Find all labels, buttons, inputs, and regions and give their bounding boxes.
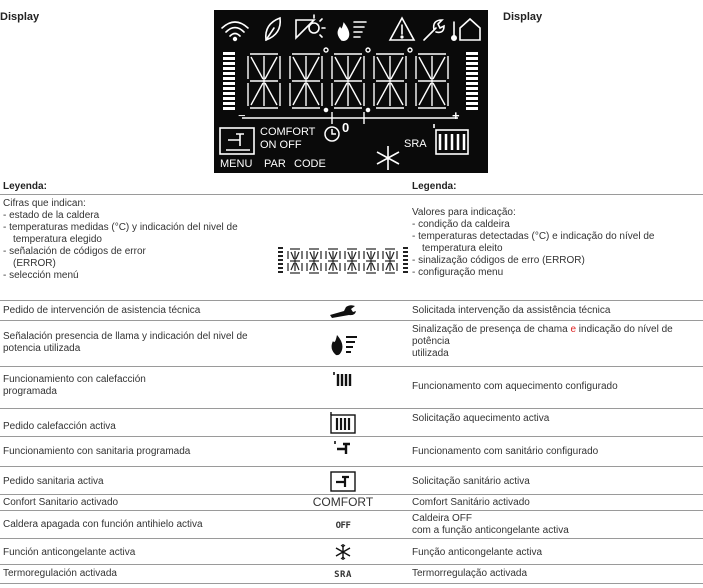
lcd-minus: −: [238, 108, 246, 123]
table-row: [0, 366, 703, 409]
es-title: Leyenda:: [3, 181, 47, 192]
digit-segment: [348, 252, 351, 259]
digit-segment: [419, 83, 431, 105]
sra-label: SRA: [334, 570, 352, 580]
pt-text-block: [412, 513, 700, 537]
digit-segment: [391, 252, 394, 259]
es-item: - estado de la caldera: [3, 210, 100, 221]
digit-segment: [391, 57, 403, 79]
es-text: Pedido sanitaria activa: [3, 476, 104, 487]
decimal-dot: [324, 108, 327, 111]
digit-segment: [349, 57, 361, 79]
digit-segment: [265, 83, 277, 105]
digit-segment: [315, 252, 318, 259]
digit-segment: [335, 57, 347, 79]
snowflake-icon: [276, 543, 410, 565]
es-item: - selección menú: [3, 270, 79, 281]
digit-segment: [391, 83, 403, 105]
segment-sample-icon: [276, 243, 410, 277]
table-row: [0, 538, 703, 565]
digit-segment: [296, 252, 299, 259]
digit-segment: [307, 83, 319, 105]
pt-text: Termorregulação activada: [412, 568, 528, 579]
digit-segment: [291, 263, 294, 270]
pt-text: Comfort Sanitário activado: [412, 497, 530, 508]
es-line: potencia utilizada: [3, 343, 81, 354]
es-text: Funcionamiento con sanitaria programada: [3, 446, 191, 457]
tap-program-icon: [276, 439, 410, 459]
wifi-icon: [222, 22, 248, 40]
pt-text: Solicitada intervenção da assistência técnica: [412, 305, 611, 316]
digit-segment: [293, 83, 305, 105]
digit-segment: [348, 263, 351, 270]
digit-segment: [296, 263, 299, 270]
es-text: Pedido calefacción activa: [3, 421, 116, 432]
header-right: Display: [503, 11, 543, 23]
digit-segment: [334, 263, 337, 270]
digit-segment: [291, 252, 294, 259]
pt-intro: Valores para indicação:: [412, 207, 516, 218]
es-intro-block: [3, 198, 275, 282]
digit-segment: [251, 57, 263, 79]
es-line: Señalación presencia de llama y indicación del nivel de: [3, 331, 248, 342]
digit-segment: [386, 263, 389, 270]
table-row: [0, 564, 703, 584]
es-text: Función anticongelante activa: [3, 547, 136, 558]
digit-segment: [251, 83, 263, 105]
digit-segment: [353, 263, 356, 270]
table-row: [0, 466, 703, 495]
es-item: - señalación de códigos de error: [3, 246, 146, 257]
lcd-menu: MENU: [220, 158, 253, 170]
pt-line: utilizada: [412, 348, 449, 359]
pt-item: - temperaturas detectadas (°C) e indicação do nível de: [412, 231, 655, 242]
tap-box-icon: [220, 128, 254, 154]
radiator-program-icon: [276, 371, 410, 391]
es-text: Confort Sanitario activado: [3, 497, 119, 508]
lcd-comfort: COMFORT: [260, 126, 316, 138]
pt-item: - configuração menu: [412, 267, 504, 278]
pt-line: potência: [412, 336, 450, 347]
lcd-display: [214, 10, 488, 173]
flame-level-icon: [276, 331, 410, 361]
es-item: - temperaturas medidas (°C) y indicación del nivel de: [3, 222, 238, 233]
digit-segment: [353, 252, 356, 259]
radiator-box-icon: [434, 124, 468, 154]
pt-line: Sinalização de presença de chama: [412, 324, 568, 335]
degree-mark: [408, 48, 412, 52]
pt-line: indicação do nível de: [578, 324, 673, 335]
radiator-active-icon: [276, 411, 410, 439]
legend-intro-row: [0, 194, 703, 301]
es-line: Funcionamiento con calefacción: [3, 374, 146, 385]
segment-digits: [248, 48, 448, 112]
es-intro: Cifras que indican:: [3, 198, 86, 209]
pt-text: Funcionamento com sanitário configurado: [412, 446, 599, 457]
snowflake-icon: [377, 146, 399, 170]
pt-item: - sinalização códigos de erro (ERROR): [412, 255, 585, 266]
es-item: temperatura elegido: [13, 234, 102, 245]
digit-segment: [335, 83, 347, 105]
degree-mark: [366, 48, 370, 52]
lcd-on-off: ON OFF: [260, 139, 302, 151]
digit-segment: [391, 263, 394, 270]
es-text: Pedido de intervención de asistencia técnica: [3, 305, 201, 316]
pt-text-block: [412, 324, 700, 360]
comfort-label: COMFORT: [312, 495, 374, 509]
off-label: OFF: [335, 521, 351, 531]
es-text: Termoregulación activada: [3, 568, 117, 579]
segment-sample: [276, 243, 410, 281]
leaf-icon: [266, 18, 280, 40]
digit-segment: [372, 252, 375, 259]
solar-icon: [296, 15, 325, 38]
right-level-gauge: [466, 52, 478, 110]
pt-text: Função anticongelante activa: [412, 547, 543, 558]
digit-segment: [367, 252, 370, 259]
pt-line: com a função anticongelante activa: [412, 525, 569, 536]
pt-intro-block: [412, 207, 700, 279]
digit-segment: [329, 252, 332, 259]
left-level-gauge: [223, 52, 235, 110]
thermo-house-icon: [452, 19, 480, 40]
pt-text: Solicitação sanitário activa: [412, 476, 530, 487]
digit-segment: [315, 263, 318, 270]
es-item: (ERROR): [13, 258, 56, 269]
table-row: [0, 408, 703, 437]
digit-segment: [265, 57, 277, 79]
lcd-sra: SRA: [404, 138, 427, 150]
digit-segment: [307, 57, 319, 79]
pt-title: Legenda:: [412, 181, 457, 192]
pt-text: Solicitação aquecimento activa: [412, 413, 550, 424]
clock-icon: [325, 127, 339, 141]
digit-segment: [334, 252, 337, 259]
es-text-block: [3, 374, 275, 398]
pt-line: Caldeira OFF: [412, 513, 473, 524]
degree-mark: [324, 48, 328, 52]
pt-conj: e: [570, 324, 576, 335]
digit-segment: [433, 83, 445, 105]
lcd-code: CODE: [294, 158, 326, 170]
digit-segment: [419, 57, 431, 79]
es-line: programada: [3, 386, 57, 397]
pt-item: - condição da caldeira: [412, 219, 510, 230]
digit-segment: [372, 263, 375, 270]
digit-segment: [367, 263, 370, 270]
table-row: [0, 320, 703, 367]
tap-active-icon: [276, 469, 410, 497]
header-left: Display: [0, 11, 40, 23]
lcd-plus: +: [452, 108, 460, 123]
decimal-dot: [366, 108, 369, 111]
es-text: Caldera apagada con función antihielo activa: [3, 519, 203, 530]
pt-text: Funcionamento com aquecimento configurado: [412, 381, 618, 392]
warning-icon: [390, 18, 414, 40]
table-row: [0, 300, 703, 321]
lcd-clock-digit: 0: [342, 120, 350, 135]
table-row: [0, 510, 703, 539]
digit-segment: [377, 83, 389, 105]
wrench-icon: [424, 20, 444, 40]
digit-segment: [310, 252, 313, 259]
digit-segment: [349, 83, 361, 105]
digit-segment: [310, 263, 313, 270]
digit-segment: [386, 252, 389, 259]
es-text-block: [3, 331, 275, 355]
digit-segment: [377, 57, 389, 79]
flame-bars-icon: [338, 22, 366, 40]
digit-segment: [293, 57, 305, 79]
legend-title-row: [0, 178, 703, 194]
digit-segment: [433, 57, 445, 79]
lcd-par: PAR: [264, 158, 286, 170]
pt-item: temperatura eleito: [422, 243, 503, 254]
table-row: [0, 436, 703, 467]
table-row: [0, 494, 703, 511]
digit-segment: [329, 263, 332, 270]
